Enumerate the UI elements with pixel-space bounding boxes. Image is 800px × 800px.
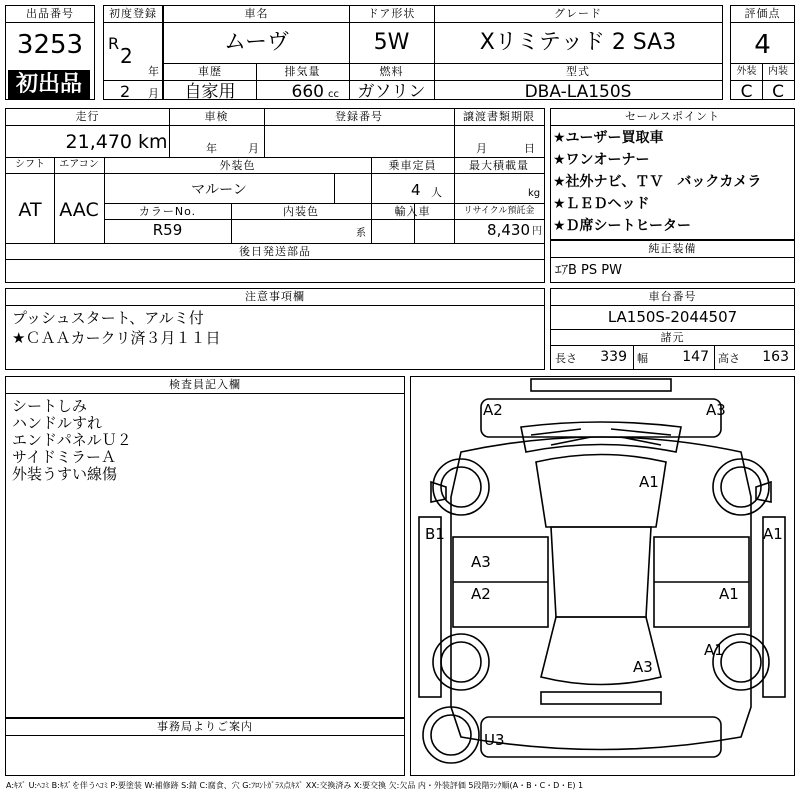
lot-number: 3253: [16, 30, 84, 60]
sales-point: ★Ｄ席シートヒーター: [553, 218, 691, 234]
ac: AAC: [59, 199, 99, 221]
lot-label: 出品番号: [26, 7, 74, 20]
vehicle-details-box: [5, 108, 545, 283]
office-box: [5, 718, 405, 776]
displacement: 660: [291, 82, 324, 102]
import-label: 輸入車: [394, 205, 431, 218]
door-label: ドア形状: [367, 7, 416, 20]
first-reg-box: [103, 5, 163, 100]
score-box: [730, 5, 795, 100]
grade: Xリミテッド 2 SA3: [479, 30, 677, 55]
sales-points-box: [550, 108, 795, 240]
doc-month-unit: 月: [476, 142, 487, 155]
damage-mark: A1: [763, 525, 783, 543]
note-line: ★ＣＡＡカークリ済３月１１日: [12, 329, 221, 347]
height: 163: [762, 349, 789, 365]
model-label: 型式: [566, 65, 590, 78]
seats-label: 乗車定員: [388, 159, 437, 172]
recycle-label: リサイクル預託金: [463, 206, 535, 216]
int-label: 内装: [768, 66, 788, 77]
doc-day-unit: 日: [524, 142, 535, 155]
sales-point: ★社外ナビ、ＴＶ バックカメラ: [553, 174, 762, 190]
reg-month: 2: [120, 82, 131, 101]
damage-mark: A3: [633, 658, 653, 676]
doc-label: 譲渡書類期限: [463, 110, 535, 123]
chassis-label: 車台番号: [648, 290, 697, 303]
sales-point: ★ユーザー買取車: [553, 130, 664, 146]
recycle-unit: 円: [532, 226, 542, 237]
sales-label: セールスポイント: [624, 110, 720, 123]
load-label: 最大積載量: [469, 159, 529, 172]
sales-point: ★ＬＥＤヘッド: [553, 196, 650, 212]
notes-box: [5, 288, 545, 370]
insp-year-unit: 年: [206, 142, 217, 155]
grade-label: グレード: [554, 7, 602, 20]
inspector-line: ハンドルすれ: [12, 414, 103, 432]
colorno-label: カラーNo.: [138, 205, 197, 218]
damage-diagram: [410, 376, 795, 776]
inspector-line: エンドパネルＵ２: [12, 431, 132, 449]
score-label: 評価点: [744, 7, 781, 20]
disp-label: 排気量: [284, 65, 321, 78]
model: DBA-LA150S: [524, 82, 632, 102]
plate-label: 登録番号: [335, 110, 383, 123]
insp-month-unit: 月: [248, 142, 259, 155]
equip-label: 純正装備: [648, 242, 697, 255]
ac-label: エアコン: [59, 159, 99, 170]
car-name: ムーヴ: [224, 30, 289, 55]
color-label: 外装色: [219, 159, 256, 172]
sales-point: ★ワンオーナー: [553, 152, 650, 168]
first-listing-badge: 初出品: [8, 70, 90, 100]
lot-box: [5, 5, 95, 100]
mileage-unit: km: [138, 131, 168, 153]
width-label: 幅: [637, 352, 648, 365]
mileage-label: 走行: [75, 110, 100, 123]
first-reg-label: 初度登録: [109, 7, 157, 20]
length-label: 長さ: [555, 352, 577, 365]
shift-label: シフト: [15, 159, 45, 170]
seats-unit: 人: [431, 186, 442, 199]
color: マルーン: [191, 182, 247, 198]
score: 4: [754, 30, 771, 60]
inspection-label: 車検: [204, 110, 229, 123]
door-type: 5W: [373, 30, 410, 55]
equipment-box: [550, 240, 795, 283]
damage-mark: A3: [706, 401, 726, 419]
office-label: 事務局よりご案内: [157, 720, 253, 733]
year-unit: 年: [148, 65, 159, 78]
colorno: R59: [152, 221, 183, 239]
intcolor-label: 内装色: [283, 205, 319, 218]
ext-label: 外装: [736, 66, 757, 77]
intcolor-unit: 系: [356, 228, 366, 239]
notes-label: 注意事項欄: [245, 290, 305, 303]
damage-mark: A1: [704, 641, 724, 659]
fuel: ガソリン: [357, 82, 426, 102]
reg-year: 2: [120, 44, 133, 68]
disp-unit: cc: [328, 89, 339, 100]
damage-mark: A2: [483, 401, 503, 419]
inspector-box: [5, 376, 405, 718]
inspector-label: 検査員記入欄: [169, 378, 241, 391]
note-line: プッシュスタート、アルミ付: [12, 309, 204, 327]
ext-grade: C: [740, 82, 753, 102]
height-label: 高さ: [718, 352, 740, 365]
damage-mark: U3: [484, 731, 505, 749]
equipment: ｴｱB PS PW: [555, 263, 622, 278]
width: 147: [682, 349, 709, 365]
chassis-number: LA150S-2044507: [607, 308, 738, 326]
int-grade: C: [772, 82, 784, 102]
later-parts-label: 後日発送部品: [239, 245, 311, 258]
length: 339: [600, 349, 627, 365]
damage-mark: A2: [471, 585, 491, 603]
damage-mark: A1: [719, 585, 739, 603]
damage-mark: B1: [425, 525, 445, 543]
inspector-line: 外装うすい線傷: [12, 465, 118, 483]
damage-mark: A3: [471, 553, 491, 571]
month-unit: 月: [148, 87, 159, 100]
seats: 4: [411, 181, 421, 199]
mileage: 21,470: [65, 131, 132, 153]
car-outline-diagram: [411, 377, 794, 775]
chassis-box: [550, 288, 795, 370]
shift: AT: [18, 199, 42, 221]
fuel-label: 燃料: [379, 65, 404, 78]
history: 自家用: [184, 82, 236, 102]
inspector-line: サイドミラーＡ: [12, 448, 116, 466]
damage-mark: A1: [639, 473, 659, 491]
legend: A:ｷｽﾞ U:ﾍｺﾐ B:ｷｽﾞを伴うﾍｺﾐ P:要塗装 W:補修跡 S:錆 C:腐食、穴 G:ﾌﾛﾝﾄｶﾞﾗｽ点ｷｽﾞ XX:交換済み X:要交換 欠:欠品 内・外装評価 5段階ﾗﾝｸ順(A・B・C・D・E) 1: [6, 781, 584, 790]
inspector-line: シートしみ: [12, 397, 88, 415]
history-label: 車歴: [198, 65, 222, 78]
recycle: 8,430: [487, 221, 530, 239]
name-label: 車名: [244, 7, 269, 20]
main-spec-box: [163, 5, 723, 100]
era: R: [108, 34, 120, 53]
dims-label: 諸元: [660, 331, 685, 344]
load-unit: kg: [528, 188, 541, 199]
